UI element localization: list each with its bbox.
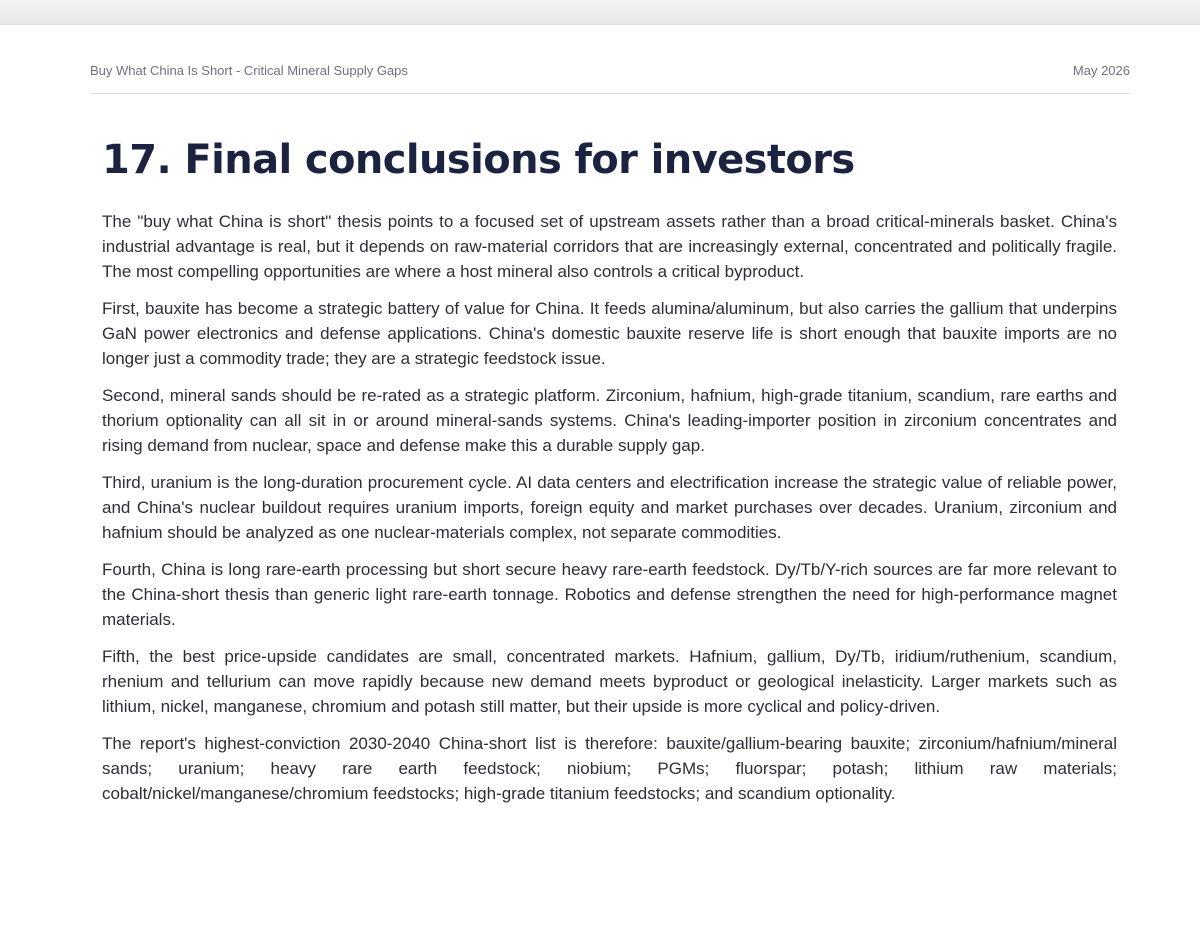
section-body [102, 209, 1117, 818]
document-title: Buy What China Is Short - Critical Mineral Supply Gaps [90, 63, 408, 78]
section-heading: 17. Final conclusions for investors [102, 137, 855, 183]
paragraph-bauxite: First, bauxite has become a strategic battery of value for China. It feeds alumina/aluminum, but also carries the gallium that underpins GaN power electronics and defense applications. China's domestic bauxite reserve life is short enough that bauxite imports are no longer just a commodity trade; they are a strategic feedstock issue. [102, 299, 1117, 368]
paragraph-uranium: Third, uranium is the long-duration procurement cycle. AI data centers and electrification increase the strategic value of reliable power, and China's nuclear buildout requires uranium imports, foreign equity and market purchases over decades. Uranium, zirconium and hafnium should be analyzed as one nuclear-materials complex, not separate commodities. [102, 473, 1117, 542]
running-header [90, 63, 1130, 94]
document-page [0, 24, 1200, 927]
paragraph-intro: The "buy what China is short" thesis points to a focused set of upstream assets rather than a broad critical-minerals basket. China's industrial advantage is real, but it depends on raw-material corridors that are increasingly external, concentrated and politically fragile. The most compelling opportunities are where a host mineral also controls a critical byproduct. [102, 212, 1117, 281]
paragraph-price-upside: Fifth, the best price-upside candidates are small, concentrated markets. Hafnium, gallium, Dy/Tb, iridium/ruthenium, scandium, rhenium and tellurium can move rapidly because new demand meets byproduct or geological inelasticity. Larger markets such as lithium, nickel, manganese, chromium and potash still matter, but their upside is more cyclical and policy-driven. [102, 647, 1117, 716]
paragraph-mineral-sands: Second, mineral sands should be re-rated as a strategic platform. Zirconium, hafnium, high-grade titanium, scandium, rare earths and thorium optionality can all sit in or around mineral-sands systems. China's leading-importer position in zirconium concentrates and rising demand from nuclear, space and defense make this a durable supply gap. [102, 386, 1117, 455]
paragraph-rare-earths: Fourth, China is long rare-earth processing but short secure heavy rare-earth feedstock. Dy/Tb/Y-rich sources are far more relevant to the China-short thesis than generic light rare-earth tonnage. Robotics and defense strengthen the need for high-performance magnet materials. [102, 560, 1117, 629]
window-top-strip [0, 0, 1200, 24]
document-date: May 2026 [1072, 63, 1130, 78]
paragraph-conviction-list: The report's highest-conviction 2030-2040 China-short list is therefore: bauxite/gallium-bearing bauxite; zirconium/hafnium/mineral sands; uranium; heavy rare earth feedstock; niobium; PGMs; fluorspar; potash; lithium raw materials; cobalt/nickel/manganese/chromium feedstocks; high-grade titanium feedstocks; and scandium optionality. [102, 734, 1117, 803]
